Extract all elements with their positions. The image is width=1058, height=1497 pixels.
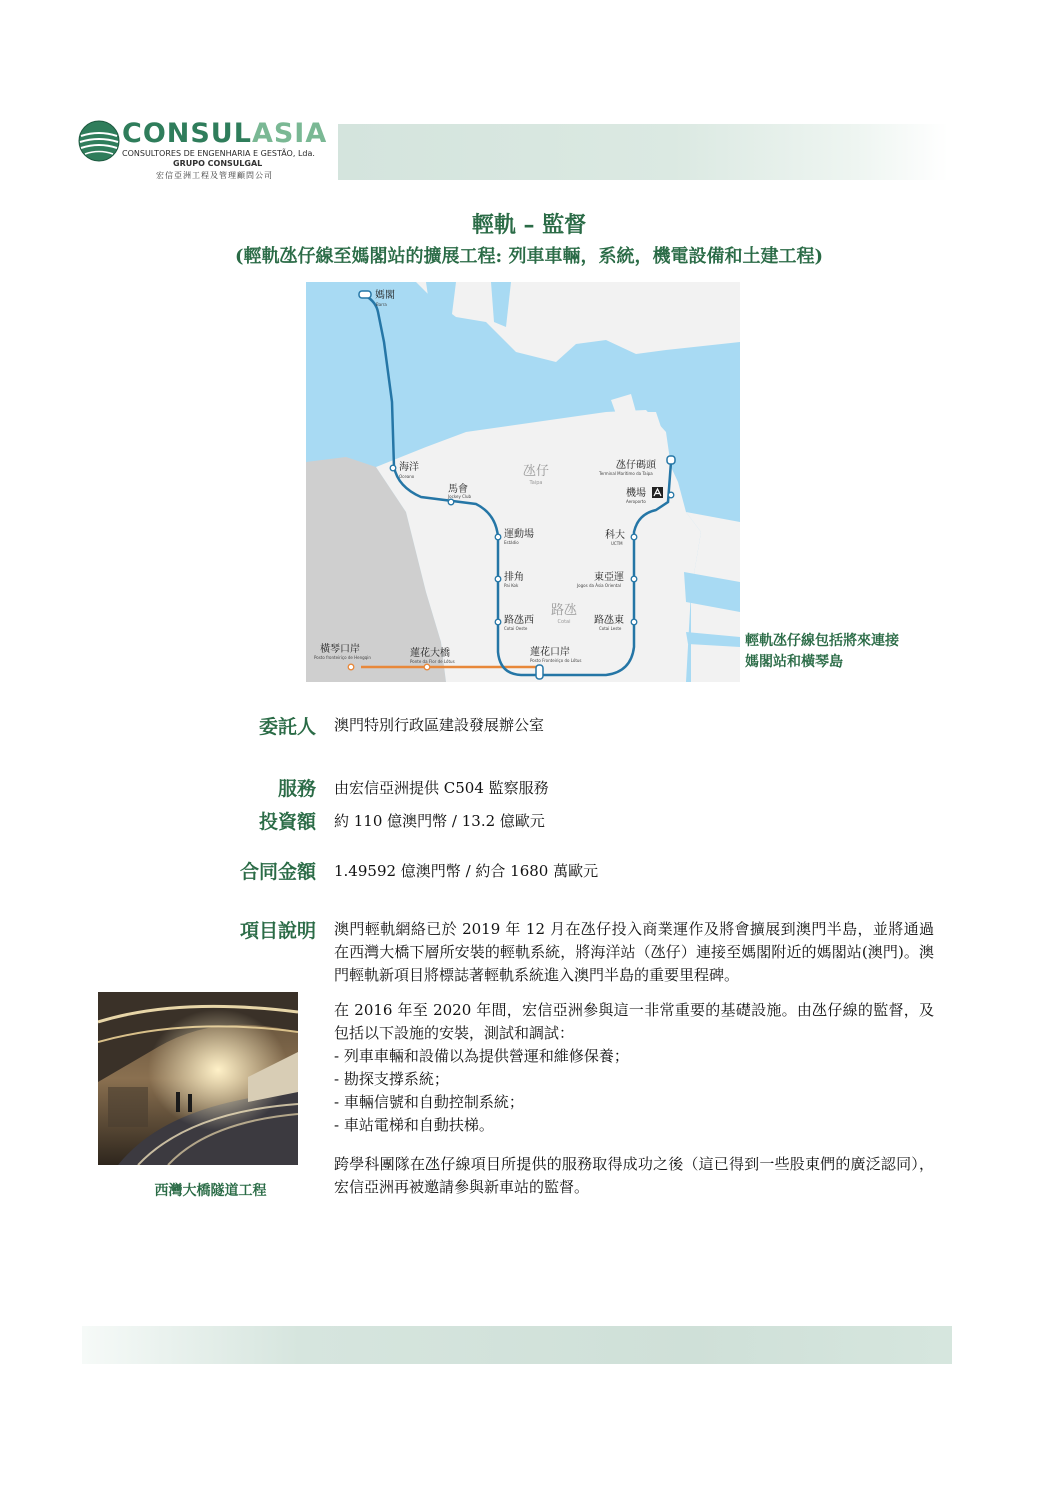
map-caption-line2: 媽閣站和橫琴島 xyxy=(745,654,843,670)
description-paragraph-1: 澳門輕軌網絡已於 2019 年 12 月在氹仔投入商業運作及將會擴展到澳門半島，並將通過在西灣大橋下層所安裝的輕軌系統，將海洋站（氹仔）連接至媽閣附近的媽閣站(澳門)。澳門輕軌新項目將標誌著輕軌系統進入澳門半島的重要里程碑。 xyxy=(334,920,934,984)
group-name: GRUPO CONSULGAL xyxy=(173,159,263,168)
svg-text:UCTM: UCTM xyxy=(611,541,623,546)
district-taipa-label: 氹仔 xyxy=(522,464,550,479)
svg-text:Pai Kok: Pai Kok xyxy=(504,583,519,588)
district-taipa-pt-label: Taipa xyxy=(529,480,543,486)
globe-logo-icon xyxy=(78,120,120,162)
svg-text:Oceano: Oceano xyxy=(399,474,415,479)
svg-text:路氹西: 路氹西 xyxy=(504,615,534,626)
service-label: 服務 xyxy=(277,778,316,800)
map-caption-line1: 輕軌氹仔線包括將來連接 xyxy=(745,633,899,649)
service-value: 由宏信亞洲提供 C504 監察服務 xyxy=(334,779,549,797)
svg-text:蓮花口岸: 蓮花口岸 xyxy=(530,647,570,658)
svg-text:運動場: 運動場 xyxy=(504,529,534,540)
client-label: 委託人 xyxy=(258,716,316,738)
district-cotai-label: 路氹 xyxy=(550,603,578,618)
tunnel-photo xyxy=(98,992,298,1165)
svg-text:海洋: 海洋 xyxy=(399,462,419,473)
investment-value: 約 110 億澳門幣 / 13.2 億歐元 xyxy=(334,812,545,830)
tunnel-photo-image xyxy=(98,992,298,1165)
client-value: 澳門特別行政區建設發展辦公室 xyxy=(334,716,545,734)
svg-text:Aeroporto: Aeroporto xyxy=(626,499,646,504)
svg-text:排角: 排角 xyxy=(504,572,524,583)
svg-text:Estádio: Estádio xyxy=(504,540,519,545)
svg-text:路氹東: 路氹東 xyxy=(594,615,624,626)
brand-part1: CONSUL xyxy=(122,118,252,149)
description-paragraph-2: 在 2016 年至 2020 年間，宏信亞洲參與這一非常重要的基礎設施。由氹仔線的監督，及包括以下設施的安裝，測試和調試： xyxy=(334,1001,934,1042)
svg-text:Ponte da Flor de Lótus: Ponte da Flor de Lótus xyxy=(410,659,455,664)
svg-text:機場: 機場 xyxy=(626,488,646,499)
brand-name xyxy=(122,120,327,148)
project-description xyxy=(334,918,934,1211)
contract-value: 1.49592 億澳門幣 / 約合 1680 萬歐元 xyxy=(334,862,599,880)
svg-text:Posto Fronteiriço do Lótus: Posto Fronteiriço do Lótus xyxy=(530,658,582,663)
svg-text:Posto fronteiriço de Hengqin: Posto fronteiriço de Hengqin xyxy=(314,655,371,660)
svg-text:橫琴口岸: 橫琴口岸 xyxy=(320,644,360,655)
svg-text:Jockey Club: Jockey Club xyxy=(448,494,472,499)
contract-label: 合同金額 xyxy=(239,861,316,883)
company-logo xyxy=(78,120,328,184)
list-item: - 勘探支撐系統； xyxy=(334,1070,449,1088)
svg-text:科大: 科大 xyxy=(605,530,625,541)
list-item: - 車輛信號和自動控制系統； xyxy=(334,1093,524,1111)
page-title: 輕軌 – 監督 xyxy=(471,212,587,238)
investment-label: 投資額 xyxy=(258,811,316,833)
svg-text:氹仔碼頭: 氹仔碼頭 xyxy=(616,460,656,471)
svg-text:Terminal Marítimo da Taipa: Terminal Marítimo da Taipa xyxy=(599,471,653,476)
svg-text:東亞運: 東亞運 xyxy=(594,572,624,583)
description-label: 項目說明 xyxy=(239,920,316,942)
company-chinese-name: 宏信亞洲工程及管理顧問公司 xyxy=(156,171,273,180)
list-item: - 列車車輛和設備以為提供營運和維修保養； xyxy=(334,1047,629,1065)
lrt-route-map xyxy=(306,282,740,682)
company-legal-name: CONSULTORES DE ENGENHARIA E GESTÃO, Lda. xyxy=(122,149,315,158)
header-band xyxy=(338,124,948,180)
svg-text:蓮花大橋: 蓮花大橋 xyxy=(410,648,450,659)
map-caption xyxy=(745,631,945,673)
footer-band xyxy=(82,1326,952,1364)
photo-caption: 西灣大橋隧道工程 xyxy=(154,1183,267,1199)
svg-text:Cotai Oeste: Cotai Oeste xyxy=(504,626,528,631)
list-item: - 車站電梯和自動扶梯。 xyxy=(334,1116,494,1134)
svg-text:馬會: 馬會 xyxy=(448,484,468,495)
svg-text:Barra: Barra xyxy=(376,302,387,307)
district-cotai-pt-label: Cotai xyxy=(557,619,571,625)
page-subtitle: (輕軌氹仔線至媽閣站的擴展工程: 列車車輛，系統，機電設備和土建工程) xyxy=(235,246,823,267)
description-paragraph-3: 跨學科團隊在氹仔線項目所提供的服務取得成功之後（這已得到一些股東們的廣泛認同），宏信亞洲再被邀請參與新車站的監督。 xyxy=(334,1155,934,1196)
svg-text:Jogos da Ásia Oriental: Jogos da Ásia Oriental xyxy=(577,583,621,588)
svg-text:Cotai Leste: Cotai Leste xyxy=(599,626,622,631)
svg-text:媽閣: 媽閣 xyxy=(375,290,395,301)
brand-part2: ASIA xyxy=(251,118,328,149)
